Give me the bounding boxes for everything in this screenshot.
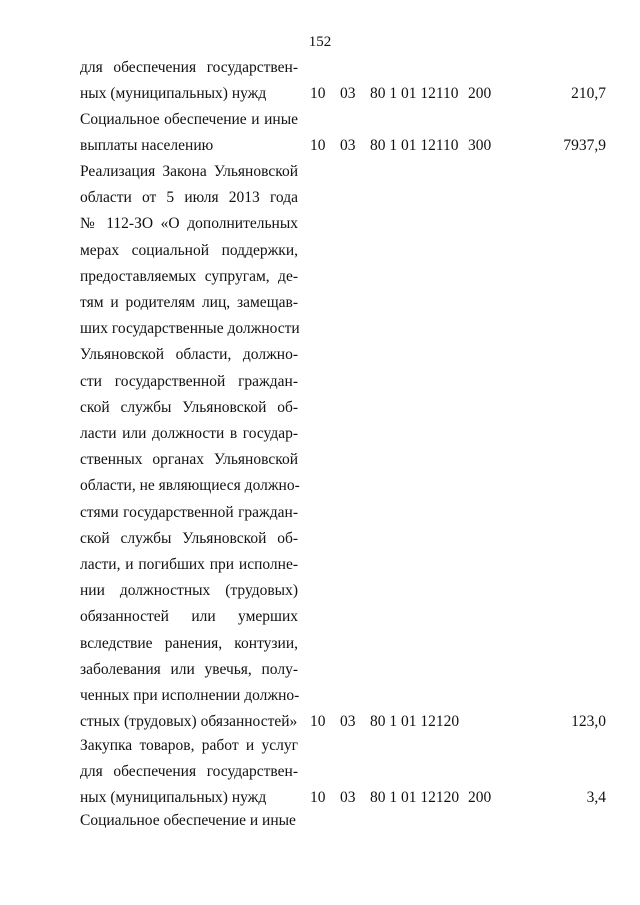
description-line: № 112-ЗО «О дополнительных [80,215,298,233]
description-line: предоставляемых супругам, де- [80,267,298,285]
amount: 123,0 [571,713,606,731]
description-line: вследствие ранения, контузии, [80,634,298,652]
description-line: Закупка товаров, работ и услуг [80,737,298,754]
description-line: ченных при исполнении должно- [80,687,300,705]
target-article-code: 80 1 01 12120 [370,789,460,807]
amount: 210,7 [571,85,606,103]
expense-type-code: 200 [468,789,492,807]
section-code: 10 [310,137,326,155]
section-code: 10 [310,789,326,807]
row-description [80,733,298,812]
description-line: ственных органах Ульяновской [80,451,298,469]
description-line: заболевания или увечья, полу- [80,660,298,678]
description-line: мерах социальной поддержки, [80,241,298,259]
description-line: ласти или должности в государ- [80,425,298,443]
description-line: обязанностей или умерших [80,608,298,626]
description-line: сти государственной граждан- [80,372,298,390]
description-line: Реализация Закона Ульяновской [80,163,298,180]
amount: 3,4 [586,789,606,807]
target-article-code: 80 1 01 12110 [370,85,459,103]
description-line: области, не являющиеся должно- [80,477,300,495]
section-code: 10 [310,85,326,103]
section-code: 10 [310,713,326,731]
description-line: области от 5 июля 2013 года [80,189,298,207]
description-line: Социальное обеспечение и иные [80,111,298,128]
row-description [80,159,298,735]
target-article-code: 80 1 01 12110 [370,137,459,155]
row-description [80,107,298,159]
description-line: ласти, и погибших при исполне- [80,556,298,574]
description-line: стями государственной граждан- [80,503,298,521]
description-line: ской службы Ульяновской об- [80,529,298,547]
description-line: ших государственные должности [80,320,300,338]
description-line: выплаты населению [80,137,214,155]
row-description [80,55,298,107]
target-article-code: 80 1 01 12120 [370,713,460,731]
subsection-code: 03 [340,85,356,103]
description-line: ской службы Ульяновской об- [80,398,298,416]
row-description [80,808,298,834]
page-number: 152 [308,34,332,50]
description-line: Социальное обеспечение и иные [80,812,296,829]
subsection-code: 03 [340,789,356,807]
subsection-code: 03 [340,137,356,155]
subsection-code: 03 [340,713,356,731]
description-line: ных (муниципальных) нужд [80,85,267,103]
expense-type-code: 200 [468,85,492,103]
expense-type-code: 300 [468,137,492,155]
amount: 7937,9 [563,137,606,155]
description-line: нии должностных (трудовых) [80,582,298,600]
description-line: тям и родителям лиц, замещав- [80,294,298,312]
description-line: для обеспечения государствен- [80,763,298,781]
description-line: Ульяновской области, должно- [80,346,298,364]
description-line: для обеспечения государствен- [80,59,298,76]
description-line: стных (трудовых) обязанностей» [80,713,298,731]
description-line: ных (муниципальных) нужд [80,789,267,807]
